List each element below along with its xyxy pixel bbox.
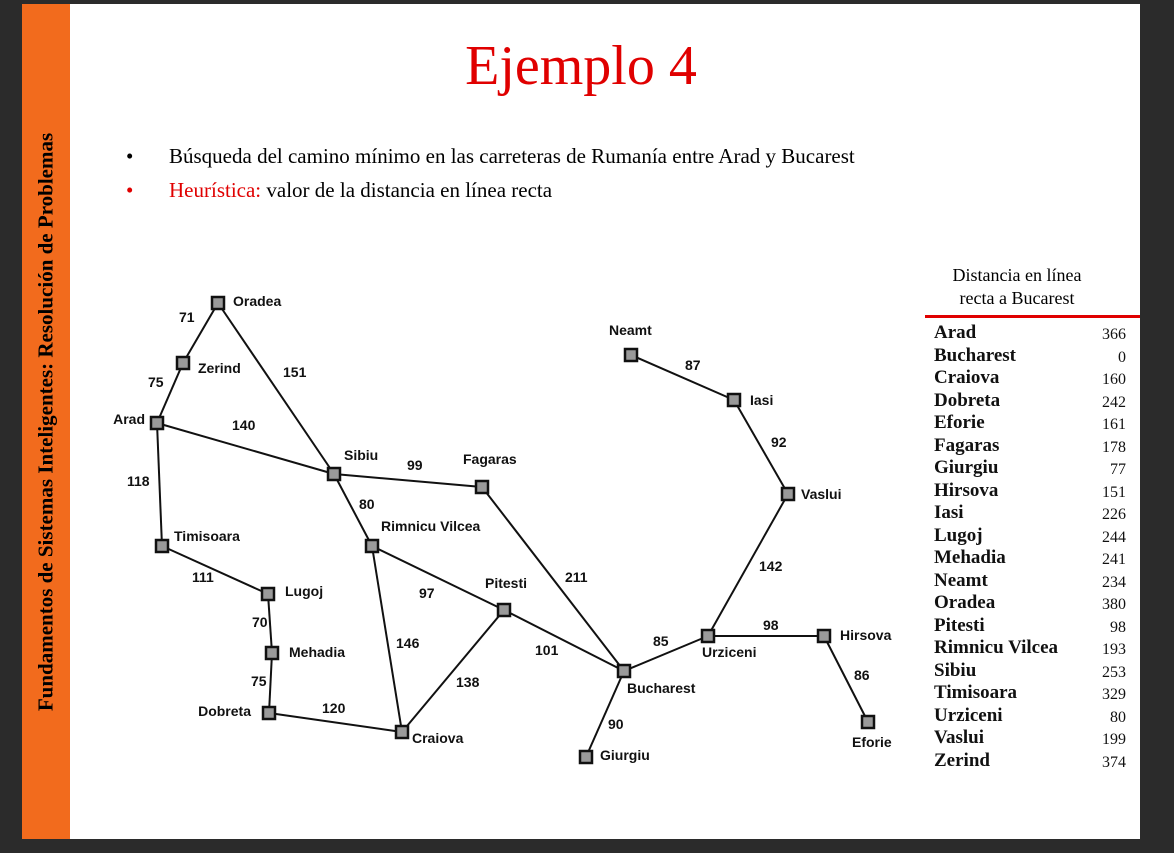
road-cost-label: 87 [685, 357, 701, 373]
city-node-sibiu [328, 468, 340, 480]
table-city-name: Hirsova [934, 479, 999, 501]
heuristic-table [932, 322, 1126, 772]
table-city-name: Urziceni [934, 704, 1003, 726]
table-row [932, 457, 1126, 480]
city-label-lugoj: Lugoj [285, 583, 324, 599]
city-label-zerind: Zerind [198, 360, 241, 376]
table-distance-value: 161 [1102, 416, 1126, 433]
sidebar-title: Fundamentos de Sistemas Inteligentes: Resolución de Problemas [33, 132, 58, 712]
table-distance-value: 329 [1102, 686, 1126, 703]
road-cost-label: 92 [771, 434, 787, 450]
table-distance-value: 366 [1102, 326, 1126, 343]
road-cost-label: 138 [456, 674, 480, 690]
city-label-arad: Arad [113, 411, 145, 427]
table-row [932, 682, 1126, 705]
city-node-lugoj [262, 588, 274, 600]
table-city-name: Fagaras [934, 434, 1000, 456]
table-city-name: Giurgiu [934, 457, 999, 478]
table-distance-value: 199 [1102, 731, 1126, 748]
table-distance-value: 234 [1102, 573, 1126, 591]
city-node-arad [151, 417, 163, 429]
city-label-eforie: Eforie [852, 734, 892, 750]
city-node-rimnicu [366, 540, 378, 552]
table-distance-value: 77 [1110, 461, 1126, 478]
table-distance-value: 193 [1102, 641, 1126, 658]
city-node-bucharest [618, 665, 630, 677]
city-node-giurgiu [580, 751, 592, 763]
road-cost-label: 70 [252, 614, 268, 630]
header-divider [925, 315, 1140, 318]
road-arad-timisoara [157, 423, 162, 546]
table-city-name: Timisoara [934, 682, 1018, 703]
city-node-vaslui [782, 488, 794, 500]
city-node-urziceni [702, 630, 714, 642]
table-distance-value: 241 [1102, 551, 1126, 568]
city-node-pitesti [498, 604, 510, 616]
bullet-dot: • [126, 178, 134, 202]
table-row [932, 727, 1126, 750]
road-oradea-sibiu [218, 303, 334, 474]
city-label-rimnicu: Rimnicu Vilcea [381, 518, 481, 534]
city-label-timisoara: Timisoara [174, 528, 240, 544]
road-cost-label: 151 [283, 364, 307, 380]
road-cost-label: 97 [419, 585, 435, 601]
city-label-neamt: Neamt [609, 322, 652, 338]
city-node-timisoara [156, 540, 168, 552]
road-cost-label: 146 [396, 635, 420, 651]
road-cost-label: 75 [251, 673, 267, 689]
table-distance-value: 160 [1102, 371, 1126, 388]
city-label-urziceni: Urziceni [702, 644, 757, 660]
table-row [932, 592, 1126, 615]
table-row [932, 502, 1126, 525]
table-row [932, 367, 1126, 390]
road-mehadia-dobreta [269, 653, 272, 713]
table-row [932, 547, 1126, 570]
table-distance-value: 253 [1102, 663, 1126, 681]
city-label-vaslui: Vaslui [801, 486, 842, 502]
heuristic-label: Heurística: [169, 178, 262, 202]
road-cost-label: 101 [535, 642, 559, 658]
table-city-name: Mehadia [934, 547, 1006, 568]
city-node-iasi [728, 394, 740, 406]
city-label-bucharest: Bucharest [627, 680, 696, 696]
table-row [932, 660, 1126, 683]
city-node-mehadia [266, 647, 278, 659]
city-label-fagaras: Fagaras [463, 451, 517, 467]
road-cost-label: 140 [232, 417, 256, 433]
bullet-text: Búsqueda del camino mínimo en las carreteras de Rumanía entre Arad y Bucarest [169, 144, 855, 168]
road-cost-label: 85 [653, 633, 669, 649]
road-cost-label: 75 [148, 374, 164, 390]
road-cost-label: 142 [759, 558, 783, 574]
table-city-name: Dobreta [934, 389, 1001, 411]
table-city-name: Bucharest [934, 344, 1016, 366]
table-distance-value: 242 [1102, 393, 1126, 411]
city-node-neamt [625, 349, 637, 361]
road-cost-label: 99 [407, 457, 423, 473]
city-label-mehadia: Mehadia [289, 644, 346, 660]
road-cost-label: 71 [179, 309, 195, 325]
table-city-name: Sibiu [934, 659, 977, 681]
city-label-iasi: Iasi [750, 392, 774, 408]
road-cost-label: 120 [322, 700, 346, 716]
table-distance-value: 98 [1110, 618, 1126, 636]
table-row [932, 390, 1126, 413]
road-sibiu-fagaras [334, 474, 482, 487]
road-lugoj-mehadia [268, 594, 272, 653]
slide-title: Ejemplo 4 [465, 35, 697, 97]
city-node-zerind [177, 357, 189, 369]
table-distance-value: 0 [1118, 348, 1126, 366]
city-node-hirsova [818, 630, 830, 642]
table-row [932, 750, 1126, 773]
table-city-name: Vaslui [934, 727, 984, 748]
table-row [932, 322, 1126, 345]
table-row [932, 637, 1126, 660]
table-distance-value: 178 [1102, 438, 1126, 456]
road-timisoara-lugoj [162, 546, 268, 594]
road-cost-label: 90 [608, 716, 624, 732]
table-city-name: Neamt [934, 569, 988, 591]
road-cost-label: 211 [565, 569, 588, 585]
table-city-name: Oradea [934, 592, 996, 613]
road-iasi-neamt [631, 355, 734, 400]
road-craiova-pitesti [402, 610, 504, 732]
road-bucharest-giurgiu [586, 671, 624, 757]
table-distance-value: 244 [1102, 528, 1126, 546]
table-city-name: Rimnicu Vilcea [934, 637, 1059, 658]
table-distance-value: 226 [1102, 506, 1126, 523]
slide [22, 4, 1140, 839]
table-distance-value: 374 [1102, 753, 1126, 771]
table-city-name: Eforie [934, 412, 985, 433]
table-city-name: Iasi [934, 502, 964, 523]
table-distance-value: 380 [1102, 596, 1126, 613]
city-label-oradea: Oradea [233, 293, 282, 309]
table-city-name: Lugoj [934, 524, 983, 546]
table-city-name: Arad [934, 322, 977, 343]
city-label-sibiu: Sibiu [344, 447, 379, 463]
heuristic-text: valor de la distancia en línea recta [261, 178, 553, 202]
city-label-hirsova: Hirsova [840, 627, 892, 643]
road-cost-label: 80 [359, 496, 375, 512]
road-zerind-arad [157, 363, 183, 423]
table-city-name: Pitesti [934, 614, 985, 636]
table-distance-value: 151 [1102, 483, 1126, 501]
heuristic-table-header [927, 264, 1107, 310]
city-label-pitesti: Pitesti [485, 575, 528, 591]
city-label-giurgiu: Giurgiu [600, 747, 650, 763]
city-node-fagaras [476, 481, 488, 493]
table-row [932, 525, 1126, 548]
bullet-dot: • [126, 144, 134, 168]
table-row [932, 480, 1126, 503]
table-row [932, 412, 1126, 435]
heuristic-header-line2: recta a Bucarest [959, 288, 1075, 308]
table-row [932, 435, 1126, 458]
table-row [932, 615, 1126, 638]
city-node-oradea [212, 297, 224, 309]
road-cost-label: 86 [854, 667, 870, 683]
table-row [932, 705, 1126, 728]
road-cost-label: 98 [763, 617, 779, 633]
city-label-dobreta: Dobreta [198, 703, 251, 719]
city-node-eforie [862, 716, 874, 728]
heuristic-header-line1: Distancia en línea [952, 265, 1082, 285]
table-row [932, 345, 1126, 368]
table-distance-value: 80 [1110, 708, 1126, 726]
road-pitesti-bucharest [504, 610, 624, 671]
city-node-craiova [396, 726, 408, 738]
road-cost-label: 118 [127, 473, 150, 489]
city-node-dobreta [263, 707, 275, 719]
city-label-craiova: Craiova [412, 730, 464, 746]
romania-road-map [22, 4, 922, 839]
road-cost-label: 111 [192, 569, 214, 585]
table-city-name: Zerind [934, 749, 990, 771]
table-city-name: Craiova [934, 367, 1000, 388]
table-row [932, 570, 1126, 593]
